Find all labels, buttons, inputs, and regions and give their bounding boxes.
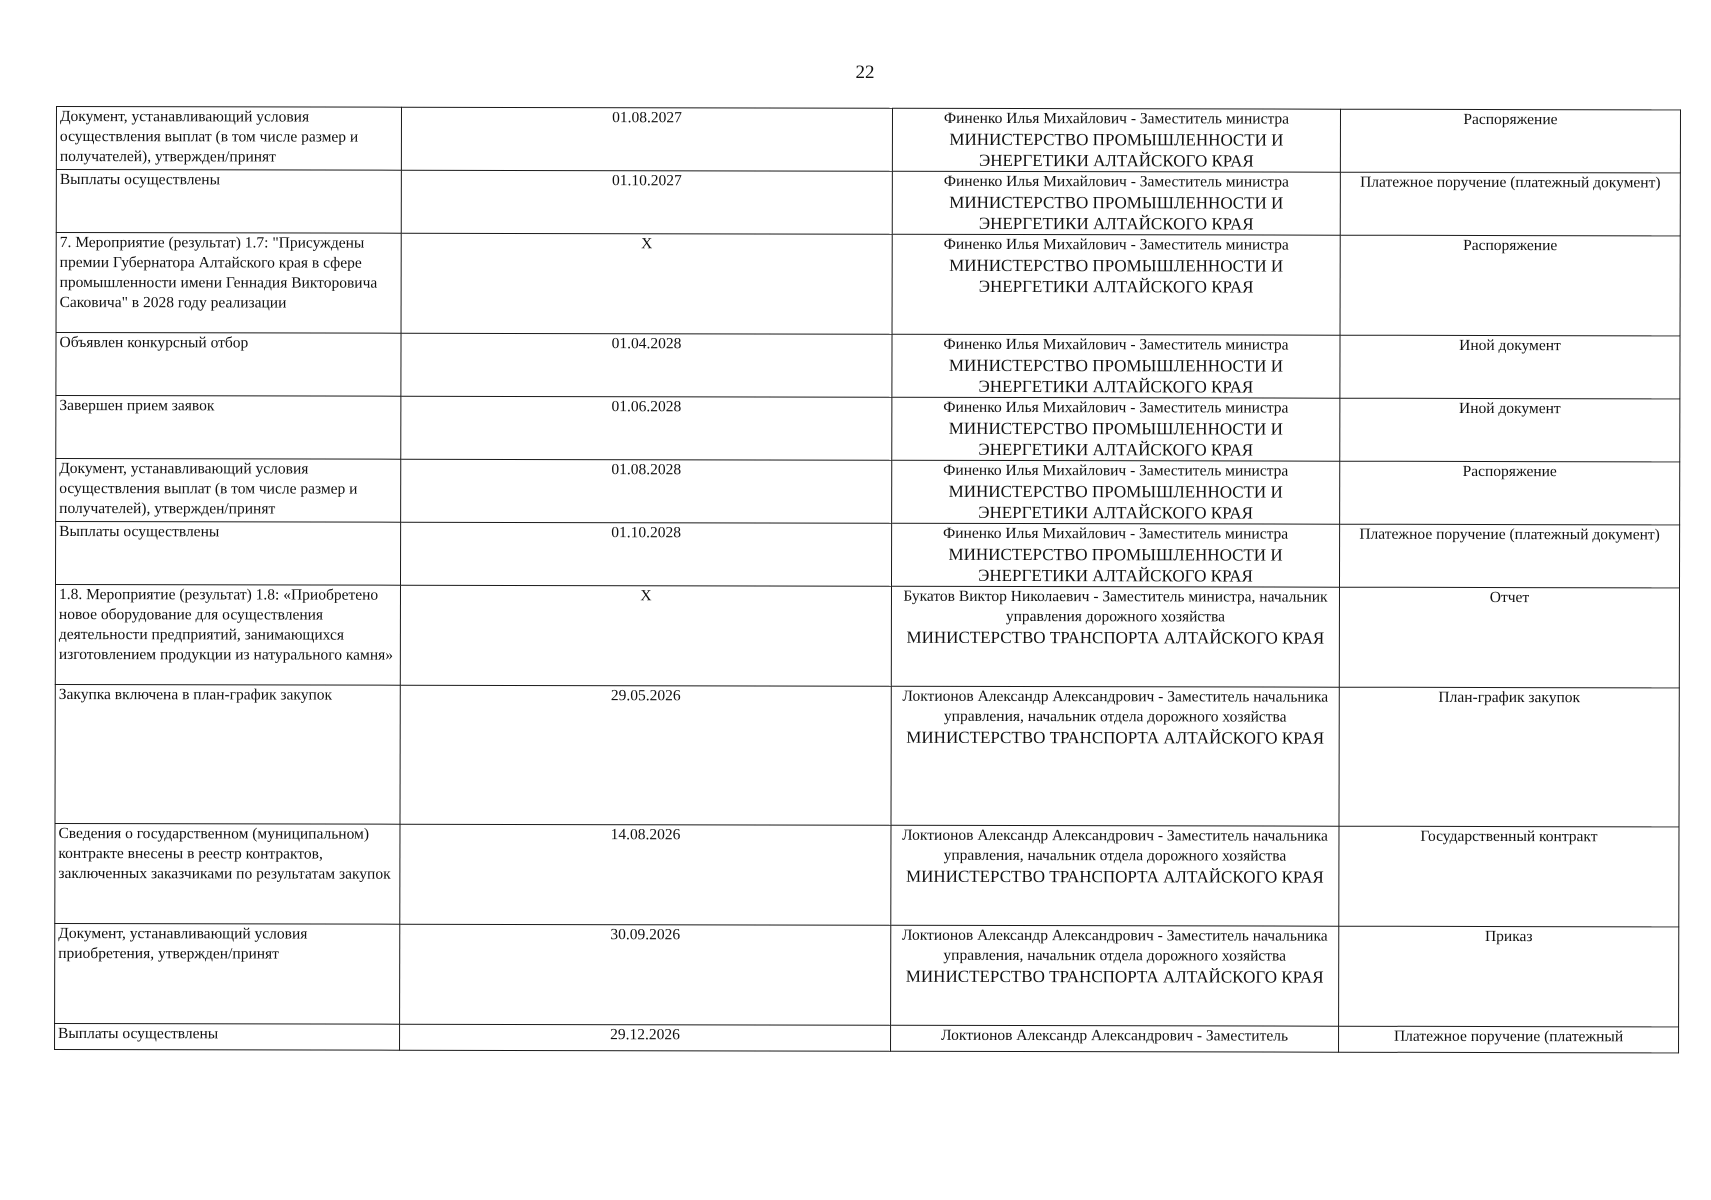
responsible-cell	[892, 460, 1340, 524]
event-name-cell: Выплаты осуществлены	[56, 170, 401, 234]
date-cell: 01.06.2028	[401, 396, 892, 460]
ministry-name: МИНИСТЕРСТВО ТРАНСПОРТА АЛТАЙСКОГО КРАЯ	[906, 727, 1325, 748]
document-type-cell: Приказ	[1339, 926, 1679, 1027]
table-row	[55, 823, 1679, 926]
ministry-name: МИНИСТЕРСТВО ПРОМЫШЛЕННОСТИ И ЭНЕРГЕТИКИ АЛТАЙСКОГО КРАЯ	[949, 192, 1284, 234]
table-row	[55, 585, 1679, 688]
document-type-cell: Распоряжение	[1340, 235, 1680, 336]
event-name-cell: Документ, устанавливающий условия приобретения, утвержден/принят	[55, 923, 400, 1024]
document-type-cell: План-график закупок	[1339, 687, 1679, 827]
date-cell: 29.12.2026	[400, 1024, 891, 1051]
responsible-cell	[892, 334, 1340, 398]
date-cell: 01.04.2028	[401, 333, 892, 397]
responsible-person: Финенко Илья Михайлович - Заместитель министра	[943, 172, 1289, 191]
document-type-cell: Платежное поручение (платежный документ)	[1340, 172, 1680, 236]
ministry-name: МИНИСТЕРСТВО ПРОМЫШЛЕННОСТИ И ЭНЕРГЕТИКИ АЛТАЙСКОГО КРАЯ	[948, 355, 1284, 397]
date-cell: X	[401, 233, 892, 334]
ministry-name: МИНИСТЕРСТВО ТРАНСПОРТА АЛТАЙСКОГО КРАЯ	[906, 627, 1325, 648]
page-number: 22	[855, 62, 875, 83]
document-type-cell: Распоряжение	[1340, 109, 1680, 173]
responsible-cell	[891, 686, 1339, 826]
event-name-cell: Закупка включена в план-график закупок	[55, 684, 400, 824]
event-name-cell: 1.8. Мероприятие (результат) 1.8: «Приобретено новое оборудование для осуществления деятельности предприятий, занимающихся изготовлением продукции из натурального камня»	[55, 585, 400, 686]
document-type-cell: Платежное поручение (платежный документ)	[1339, 524, 1679, 588]
responsible-person: Финенко Илья Михайлович - Заместитель министра	[943, 109, 1290, 128]
ministry-name: МИНИСТЕРСТВО ТРАНСПОРТА АЛТАЙСКОГО КРАЯ	[905, 866, 1324, 887]
event-name-cell: Объявлен конкурсный отбор	[56, 333, 401, 397]
table-row	[55, 1023, 1679, 1052]
event-name-cell: 7. Мероприятие (результат) 1.7: "Присуждены премии Губернатора Алтайского края в сфере промышленности имени Геннадия Викторовича Саковича" в 2028 году реализации	[56, 233, 401, 334]
responsible-cell	[891, 523, 1339, 587]
date-cell: 30.09.2026	[400, 924, 891, 1025]
table-row	[55, 923, 1679, 1026]
responsible-person: Локтионов Александр Александрович - Заместитель начальника управления, начальник отдела дорожного хозяйства	[901, 926, 1328, 965]
document-type-cell: Отчет	[1339, 587, 1679, 688]
responsible-cell	[892, 171, 1340, 235]
event-name-cell: Выплаты осуществлены	[55, 522, 400, 586]
event-name-cell: Выплаты осуществлены	[55, 1023, 400, 1050]
document-type-cell: Распоряжение	[1340, 461, 1680, 525]
responsible-person: Финенко Илья Михайлович - Заместитель министра	[943, 235, 1289, 254]
date-cell: 01.10.2028	[400, 522, 891, 586]
date-cell: 14.08.2026	[400, 824, 891, 925]
ministry-name: МИНИСТЕРСТВО ПРОМЫШЛЕННОСТИ И ЭНЕРГЕТИКИ АЛТАЙСКОГО КРАЯ	[948, 544, 1283, 586]
responsible-person: Финенко Илья Михайлович - Заместитель министра	[943, 335, 1289, 354]
ministry-name: МИНИСТЕРСТВО ПРОМЫШЛЕННОСТИ И ЭНЕРГЕТИКИ АЛТАЙСКОГО КРАЯ	[948, 481, 1283, 523]
date-cell: X	[400, 585, 891, 686]
date-cell: 29.05.2026	[400, 685, 891, 825]
ministry-name: МИНИСТЕРСТВО ТРАНСПОРТА АЛТАЙСКОГО КРАЯ	[905, 966, 1324, 987]
responsible-person: Локтионов Александр Александрович - Заместитель начальника управления, начальник отдела дорожного хозяйства	[902, 826, 1328, 865]
table-row	[56, 107, 1680, 173]
date-cell: 01.08.2028	[401, 459, 892, 523]
event-name-cell: Документ, устанавливающий условия осуществления выплат (в том числе размер и получателей), утвержден/принят	[56, 107, 401, 171]
responsible-person: Локтионов Александр Александрович - Заместитель начальника управления, начальник отдела дорожного хозяйства	[902, 687, 1329, 726]
responsible-cell	[892, 108, 1340, 172]
responsible-cell	[891, 586, 1339, 687]
responsible-cell	[892, 234, 1340, 335]
table-row	[56, 459, 1680, 525]
schedule-table	[54, 106, 1681, 1053]
responsible-cell	[891, 1025, 1339, 1052]
responsible-cell	[891, 925, 1339, 1026]
document-type-cell: Иной документ	[1340, 398, 1680, 462]
responsible-person: Букатов Виктор Николаевич - Заместитель министра, начальник управления дорожного хозяйства	[903, 587, 1328, 626]
event-name-cell: Документ, устанавливающий условия осуществления выплат (в том числе размер и получателей), утвержден/принят	[56, 459, 401, 523]
ministry-name: МИНИСТЕРСТВО ПРОМЫШЛЕННОСТИ И ЭНЕРГЕТИКИ АЛТАЙСКОГО КРАЯ	[949, 255, 1284, 297]
responsible-person: Локтионов Александр Александрович - Заместитель	[941, 1026, 1289, 1045]
responsible-person: Финенко Илья Михайлович - Заместитель министра	[943, 524, 1289, 543]
table-row	[55, 684, 1679, 826]
responsible-cell	[891, 825, 1339, 926]
table-row	[55, 522, 1679, 588]
responsible-person: Финенко Илья Михайлович - Заместитель министра	[943, 398, 1289, 417]
date-cell: 01.08.2027	[401, 107, 892, 171]
table-row	[56, 396, 1680, 462]
responsible-person: Финенко Илья Михайлович - Заместитель министра	[943, 461, 1289, 480]
responsible-cell	[892, 397, 1340, 461]
date-cell: 01.10.2027	[401, 170, 892, 234]
ministry-name: МИНИСТЕРСТВО ПРОМЫШЛЕННОСТИ И ЭНЕРГЕТИКИ АЛТАЙСКОГО КРАЯ	[949, 129, 1284, 171]
table-row	[56, 333, 1680, 399]
ministry-name: МИНИСТЕРСТВО ПРОМЫШЛЕННОСТИ И ЭНЕРГЕТИКИ АЛТАЙСКОГО КРАЯ	[948, 418, 1283, 460]
document-type-cell: Иной документ	[1340, 335, 1680, 399]
document-type-cell: Платежное поручение (платежный	[1339, 1026, 1679, 1053]
event-name-cell: Сведения о государственном (муниципальном) контракте внесены в реестр контрактов, заключенных заказчиками по результатам закупок	[55, 823, 400, 924]
document-type-cell: Государственный контракт	[1339, 826, 1679, 927]
event-name-cell: Завершен прием заявок	[56, 396, 401, 460]
table-row	[56, 170, 1680, 236]
table-row	[56, 233, 1680, 336]
